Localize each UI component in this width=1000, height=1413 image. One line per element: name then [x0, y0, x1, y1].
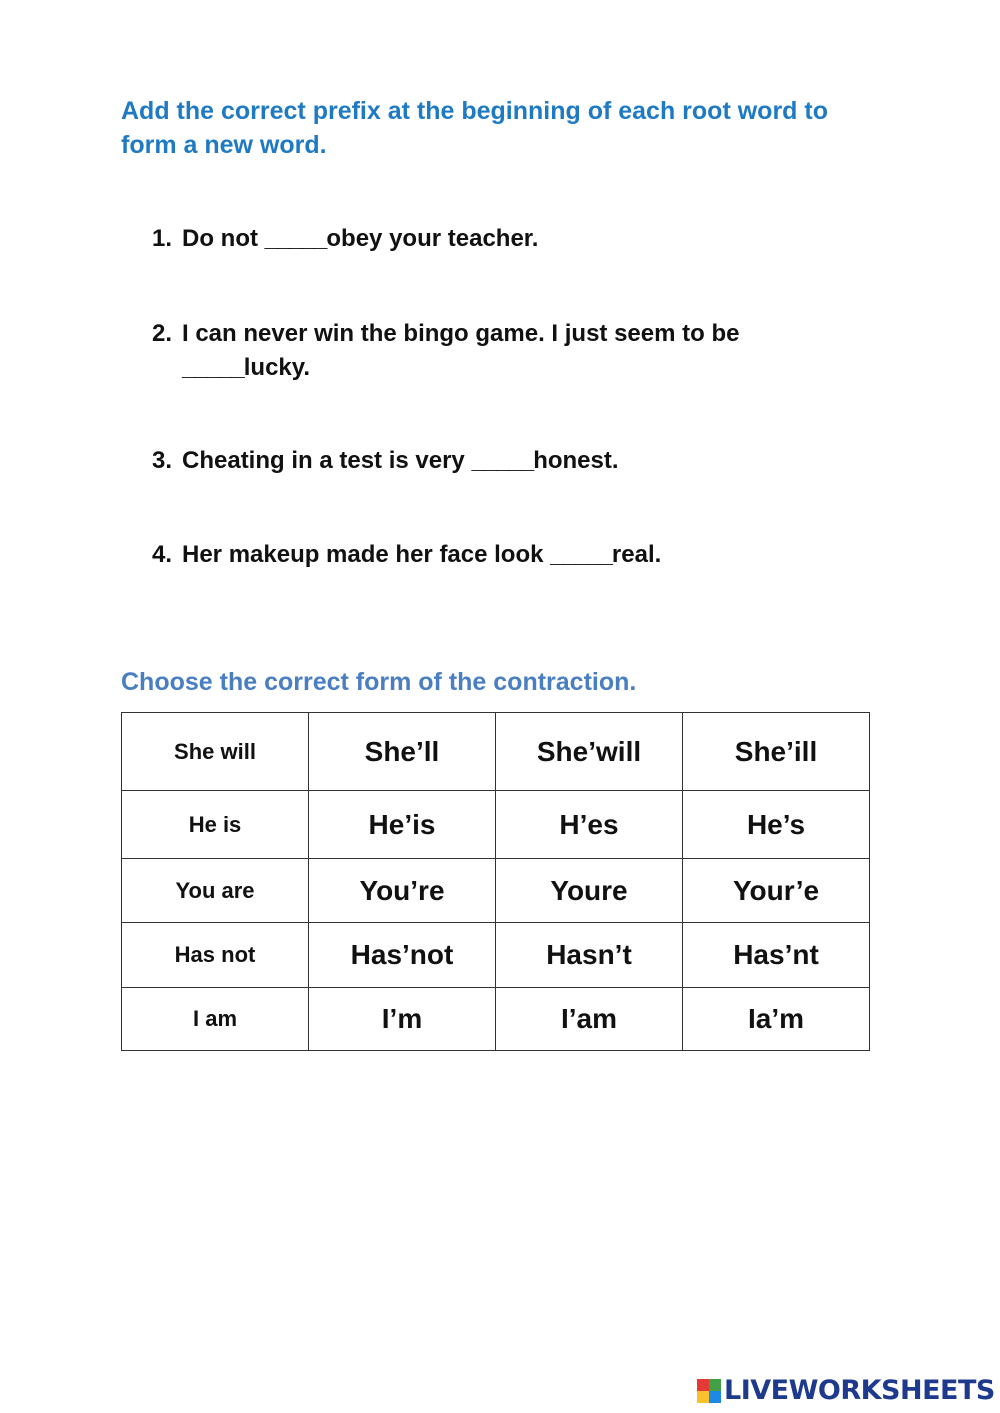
- answer-blank[interactable]: _____: [550, 541, 612, 568]
- question-text: [182, 317, 842, 385]
- contraction-option[interactable]: She’will: [496, 713, 683, 791]
- contraction-option[interactable]: Has’not: [309, 923, 496, 988]
- answer-blank[interactable]: _____: [182, 354, 244, 381]
- prefix-instructions-heading: Add the correct prefix at the beginning of each root word to form a new word.: [121, 97, 828, 159]
- question-text-before: I can never win the bingo game. I just seem to be: [182, 320, 740, 347]
- table-row: [122, 713, 870, 791]
- contraction-prompt: She will: [122, 713, 309, 791]
- question-text-after: lucky.: [243, 354, 311, 381]
- contraction-option[interactable]: He’is: [309, 791, 496, 859]
- question-number: 4.: [152, 541, 173, 568]
- liveworksheets-logo-icon: [697, 1379, 721, 1403]
- answer-blank[interactable]: _____: [471, 447, 534, 474]
- contraction-prompt: He is: [122, 791, 309, 859]
- question-text: [182, 444, 842, 478]
- table-row: [122, 988, 870, 1051]
- contraction-option[interactable]: I’am: [496, 988, 683, 1051]
- table-row: [122, 923, 870, 988]
- contraction-option[interactable]: Youre: [496, 859, 683, 923]
- question-3: [152, 444, 842, 478]
- contraction-option[interactable]: You’re: [309, 859, 496, 923]
- contraction-option[interactable]: I’m: [309, 988, 496, 1051]
- liveworksheets-brand: [697, 1375, 995, 1406]
- contraction-prompt: I am: [122, 988, 309, 1051]
- question-4: [152, 538, 842, 572]
- contraction-table: [121, 712, 870, 1051]
- contraction-option[interactable]: She’ll: [309, 713, 496, 791]
- question-text: [182, 538, 842, 572]
- contraction-option[interactable]: He’s: [683, 791, 870, 859]
- question-text-after: real.: [611, 541, 662, 568]
- contraction-option[interactable]: Has’nt: [683, 923, 870, 988]
- question-number: 1.: [152, 225, 173, 252]
- brand-name: LIVEWORKSHEETS: [724, 1375, 995, 1406]
- question-2: [152, 317, 842, 385]
- contraction-option[interactable]: H’es: [496, 791, 683, 859]
- contraction-option[interactable]: She’ill: [683, 713, 870, 791]
- answer-blank[interactable]: _____: [264, 225, 327, 252]
- contraction-option[interactable]: Your’e: [683, 859, 870, 923]
- contraction-instructions-heading: Choose the correct form of the contraction.: [121, 668, 637, 696]
- question-text: [182, 222, 842, 256]
- contraction-prompt: Has not: [122, 923, 309, 988]
- question-text-before: Do not: [182, 225, 265, 252]
- contraction-prompt: You are: [122, 859, 309, 923]
- table-row: [122, 859, 870, 923]
- question-text-before: Her makeup made her face look: [182, 541, 551, 568]
- contraction-option[interactable]: Hasn’t: [496, 923, 683, 988]
- question-text-before: Cheating in a test is very: [182, 447, 472, 474]
- question-text-after: obey your teacher.: [326, 225, 539, 252]
- contraction-option[interactable]: Ia’m: [683, 988, 870, 1051]
- question-number: 2.: [152, 320, 173, 347]
- question-number: 3.: [152, 447, 173, 474]
- question-text-after: honest.: [533, 447, 619, 474]
- question-1: [152, 222, 842, 256]
- table-row: [122, 791, 870, 859]
